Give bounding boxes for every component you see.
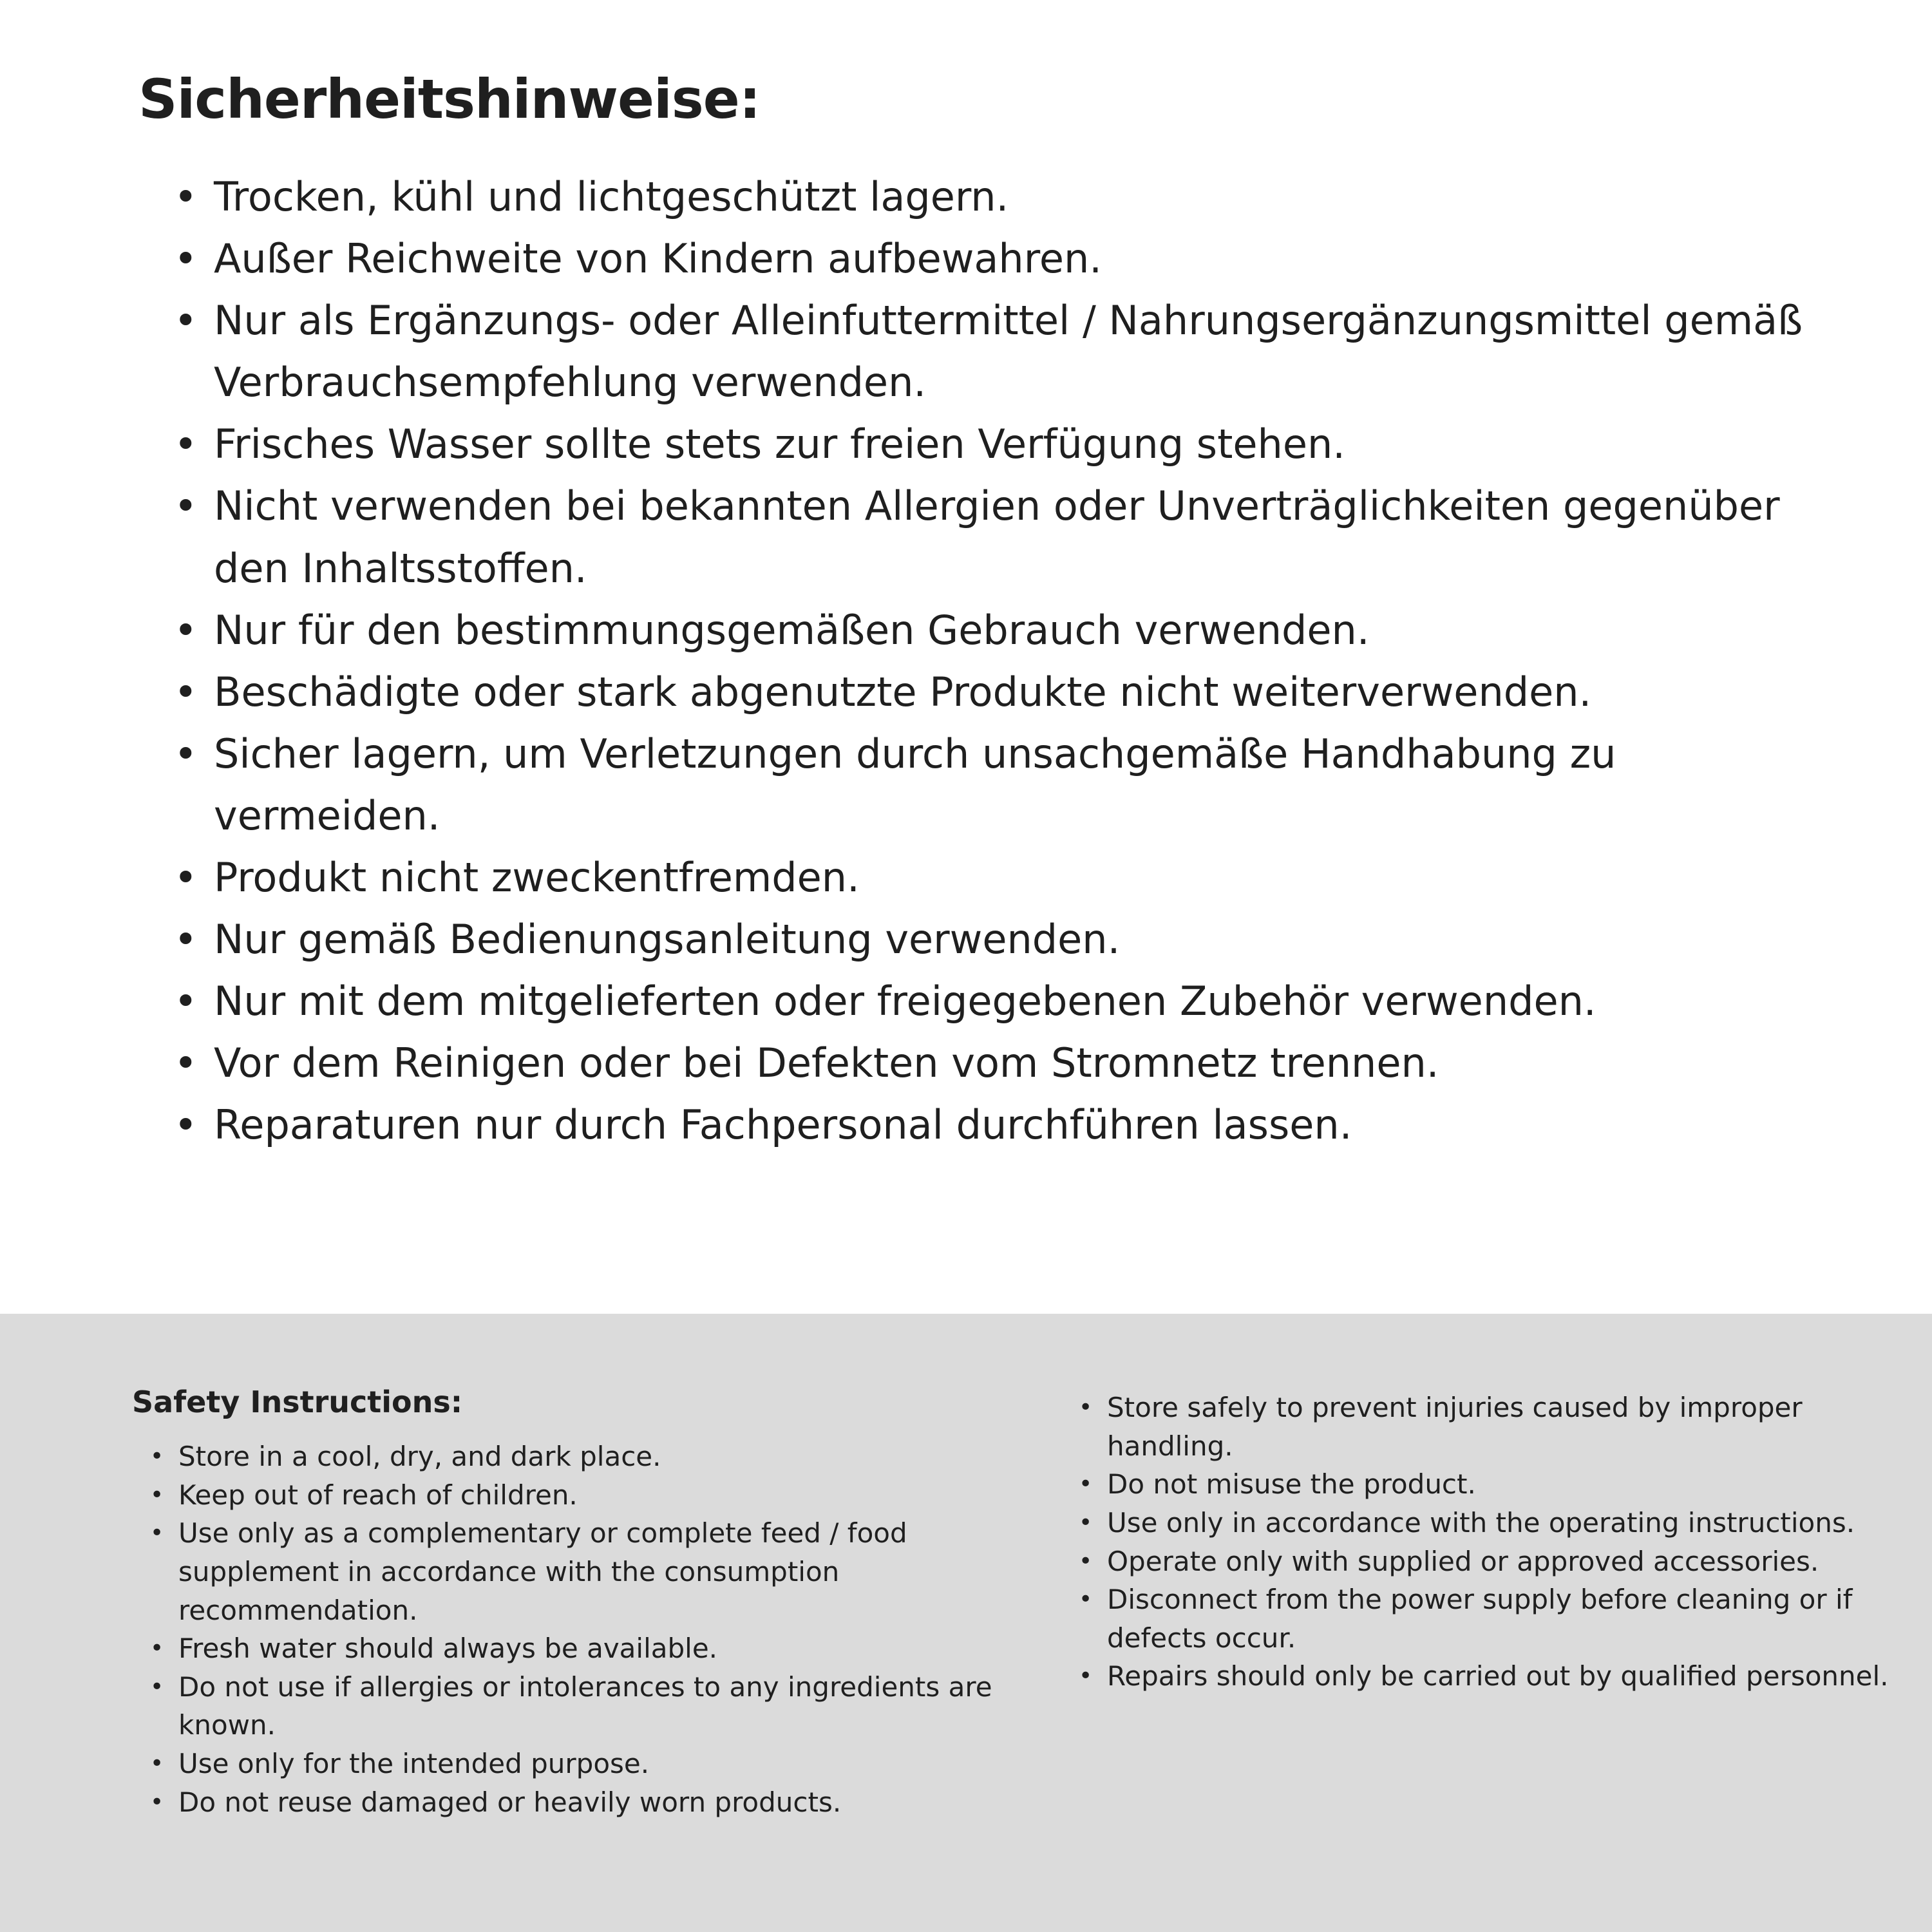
english-left-column — [132, 1385, 1034, 1821]
list-item: • Store safely to prevent injuries caused by improper handling. — [1079, 1388, 1890, 1465]
list-item: • Repairs should only be carried out by qualified personnel. — [1079, 1657, 1890, 1696]
list-item: • Frisches Wasser sollte stets zur freien Verfügung stehen. — [174, 413, 1803, 475]
english-left-list — [150, 1437, 1034, 1821]
list-item: • Operate only with supplied or approved accessories. — [1079, 1542, 1890, 1581]
list-item: • Beschädigte oder stark abgenutzte Produkte nicht weiterverwenden. — [174, 661, 1803, 723]
list-item: • Trocken, kühl und lichtgeschützt lagern. — [174, 166, 1803, 228]
english-title: Safety Instructions: — [132, 1385, 463, 1419]
list-item: • Fresh water should always be available. — [150, 1629, 1034, 1668]
list-item: • Nur mit dem mitgelieferten oder freigegebenen Zubehör verwenden. — [174, 971, 1803, 1032]
english-right-column — [1079, 1385, 1890, 1696]
list-item: • Nur für den bestimmungsgemäßen Gebrauch verwenden. — [174, 600, 1803, 661]
english-right-list — [1079, 1388, 1890, 1696]
german-safety-list — [174, 166, 1803, 1157]
list-item: • Nicht verwenden bei bekannten Allergien oder Unverträglichkeiten gegenüber den Inhaltsstoffen. — [174, 475, 1803, 599]
list-item: • Produkt nicht zweckentfremden. — [174, 847, 1803, 909]
list-item: • Use only as a complementary or complete feed / food supplement in accordance with the consumption recommendation. — [150, 1514, 1034, 1629]
list-item: • Use only in accordance with the operating instructions. — [1079, 1504, 1890, 1542]
list-item: • Do not reuse damaged or heavily worn products. — [150, 1783, 1034, 1822]
list-item: • Vor dem Reinigen oder bei Defekten vom Stromnetz trennen. — [174, 1032, 1803, 1094]
list-item: • Disconnect from the power supply before cleaning or if defects occur. — [1079, 1580, 1890, 1657]
list-item: • Keep out of reach of children. — [150, 1476, 1034, 1515]
list-item: • Nur als Ergänzungs- oder Alleinfuttermittel / Nahrungsergänzungsmittel gemäß Verbrauchsempfehlung verwenden. — [174, 290, 1803, 413]
list-item: • Use only for the intended purpose. — [150, 1745, 1034, 1783]
list-item: • Do not misuse the product. — [1079, 1465, 1890, 1504]
english-section — [0, 1314, 1932, 1932]
list-item: • Reparaturen nur durch Fachpersonal durchführen lassen. — [174, 1094, 1803, 1156]
list-item: • Sicher lagern, um Verletzungen durch unsachgemäße Handhabung zu vermeiden. — [174, 723, 1803, 847]
list-item: • Außer Reichweite von Kindern aufbewahren. — [174, 228, 1803, 290]
list-item: • Store in a cool, dry, and dark place. — [150, 1437, 1034, 1476]
list-item: • Do not use if allergies or intolerances to any ingredients are known. — [150, 1668, 1034, 1745]
list-item: • Nur gemäß Bedienungsanleitung verwenden. — [174, 909, 1803, 971]
german-title: Sicherheitshinweise: — [138, 68, 761, 131]
